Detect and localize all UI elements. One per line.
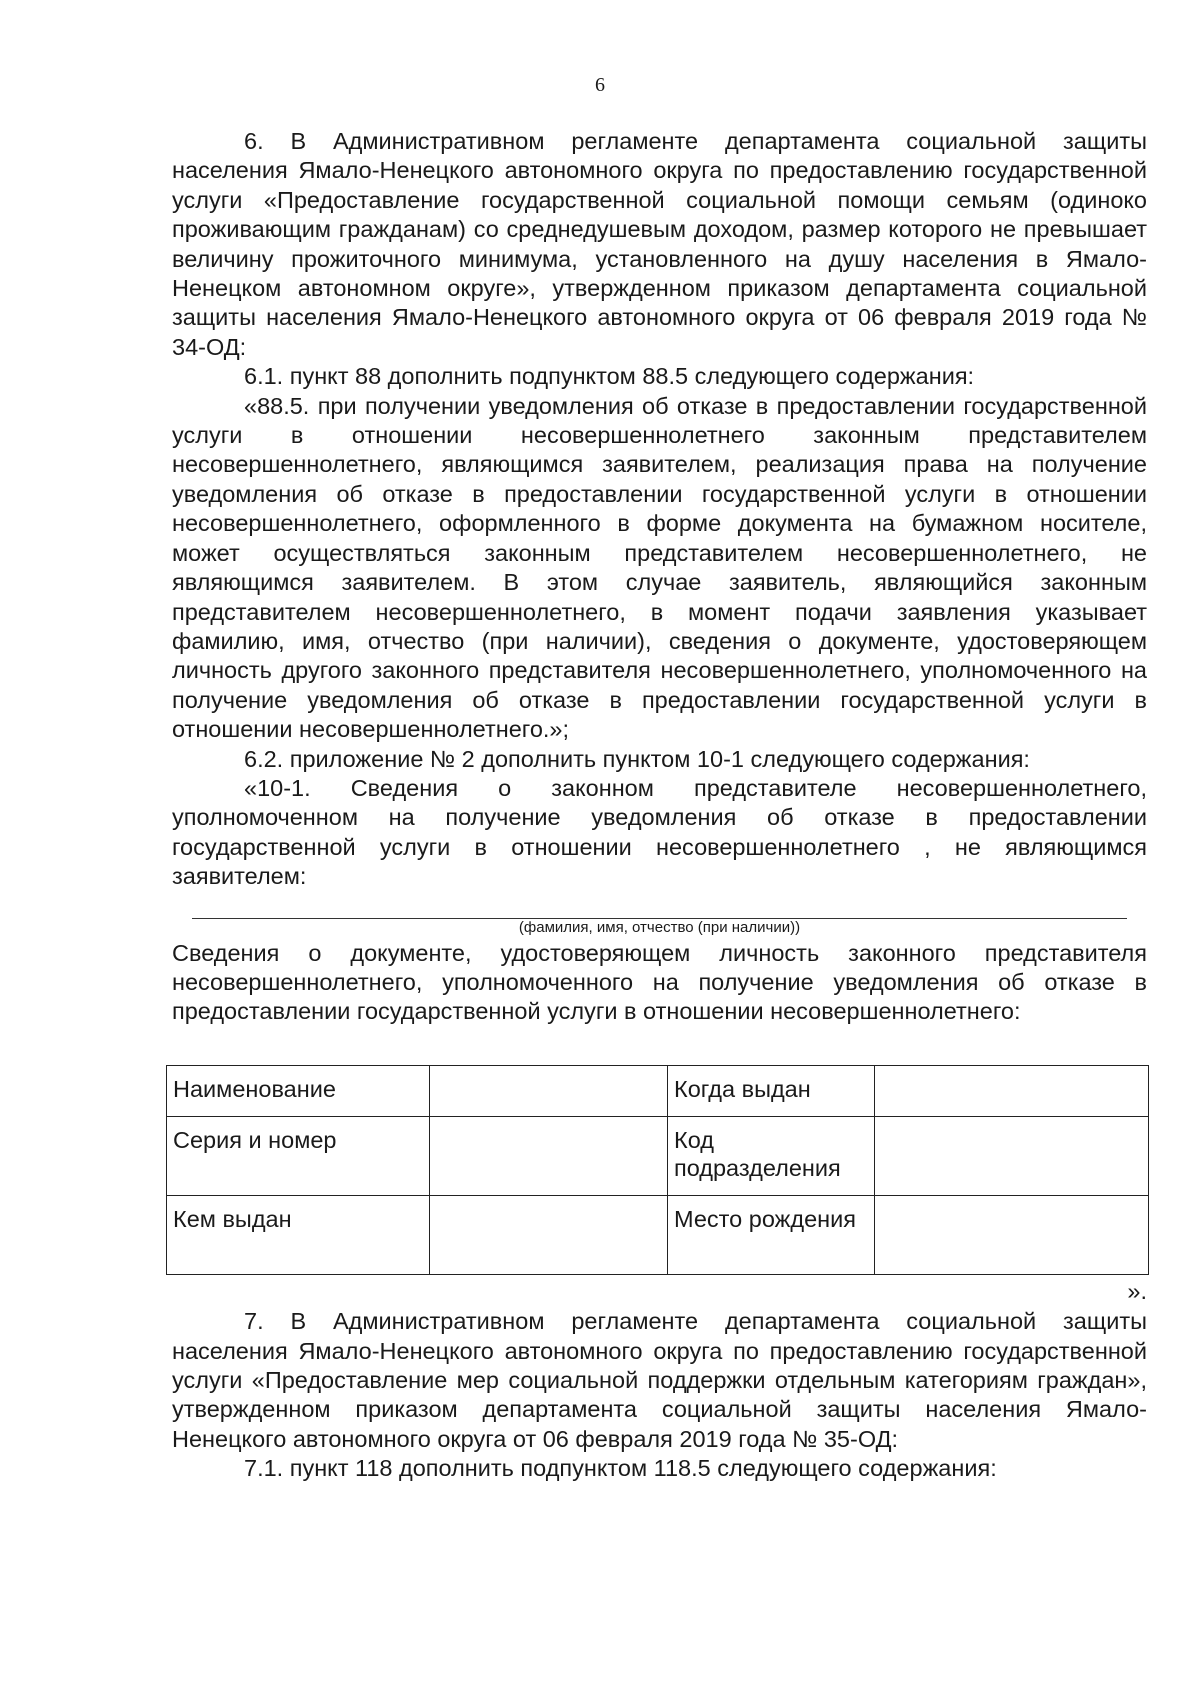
table-cell-label: Когда выдан bbox=[668, 1065, 875, 1116]
page-number: 6 bbox=[595, 74, 605, 96]
table-row bbox=[167, 1116, 1149, 1195]
table-cell-label: Код подразделения bbox=[668, 1116, 875, 1195]
table-cell-label: Место рождения bbox=[668, 1195, 875, 1274]
table-cell-value bbox=[430, 1116, 668, 1195]
document-body bbox=[172, 127, 1147, 1484]
table-cell-value bbox=[875, 1065, 1149, 1116]
table-cell-value bbox=[875, 1116, 1149, 1195]
table-row bbox=[167, 1065, 1149, 1116]
document-info-paragraph: Сведения о документе, удостоверяющем личность законного представителя несовершеннолетнего, уполномоченного на получение уведомления об отказе в предоставлении государственной услуги в отношении несовершеннолетнего: bbox=[172, 939, 1147, 1025]
paragraph-6-2: 6.2. приложение № 2 дополнить пунктом 10-1 следующего содержания: bbox=[244, 745, 1030, 772]
table-cell-value bbox=[875, 1195, 1149, 1274]
table-cell-label: Серия и номер bbox=[167, 1116, 430, 1195]
paragraph-7-1: 7.1. пункт 118 дополнить подпунктом 118.5 следующего содержания: bbox=[244, 1455, 997, 1482]
name-field-caption: (фамилия, имя, отчество (при наличии)) bbox=[518, 918, 801, 936]
paragraph-10-1: «10-1. Сведения о законном представителе несовершеннолетнего, уполномоченном на получение уведомления об отказе в предоставлении государственной услуги в отношении несовершеннолетнего , не являющимся заявителем: bbox=[172, 774, 1147, 890]
table-cell-label: Кем выдан bbox=[167, 1195, 430, 1274]
table-cell-value bbox=[430, 1195, 668, 1274]
closing-quote-mark: ». bbox=[1127, 1277, 1147, 1304]
paragraph-88-5: «88.5. при получении уведомления об отказе в предоставлении государственной услуги в отношении несовершеннолетнего законным представителем несовершеннолетнего, являющимся заявителем, реализация права на получение уведомления об отказе в предоставлении государственной услуги в отношении несовершеннолетнего, оформленного в форме документа на бумажном носителе, может осуществляться законным представителем несовершеннолетнего, не являющимся заявителем. В этом случае заявитель, являющийся законным представителем несовершеннолетнего, в момент подачи заявления указывает фамилию, имя, отчество (при наличии), сведения о документе, удостоверяющем личность другого законного представителя несовершеннолетнего, уполномоченного на получение уведомления об отказе в предоставлении государственной услуги в отношении несовершеннолетнего.»; bbox=[172, 392, 1147, 743]
paragraph-7: 7. В Административном регламенте департамента социальной защиты населения Ямало-Ненецкого автономного округа по предоставлению государственной услуги «Предоставление мер социальной поддержки отдельным категориям граждан», утвержденном приказом департамента социальной защиты населения Ямало-Ненецкого автономного округа от 06 февраля 2019 года № 35-ОД: bbox=[172, 1308, 1147, 1452]
paragraph-6: 6. В Административном регламенте департамента социальной защиты населения Ямало-Ненецкого автономного округа по предоставлению государственной услуги «Предоставление государственной социальной помощи семьям (одиноко проживающим гражданам) со среднедушевым доходом, размер которого не превышает величину прожиточного минимума, установленного на душу населения в Ямало-Ненецком автономном округе», утвержденном приказом департамента социальной защиты населения Ямало-Ненецкого автономного округа от 06 февраля 2019 года № 34-ОД: bbox=[172, 128, 1147, 360]
paragraph-6-1: 6.1. пункт 88 дополнить подпунктом 88.5 следующего содержания: bbox=[244, 363, 975, 390]
table-row bbox=[167, 1195, 1149, 1274]
identity-document-table bbox=[166, 1065, 1149, 1275]
table-cell-label: Наименование bbox=[167, 1065, 430, 1116]
table-cell-value bbox=[430, 1065, 668, 1116]
